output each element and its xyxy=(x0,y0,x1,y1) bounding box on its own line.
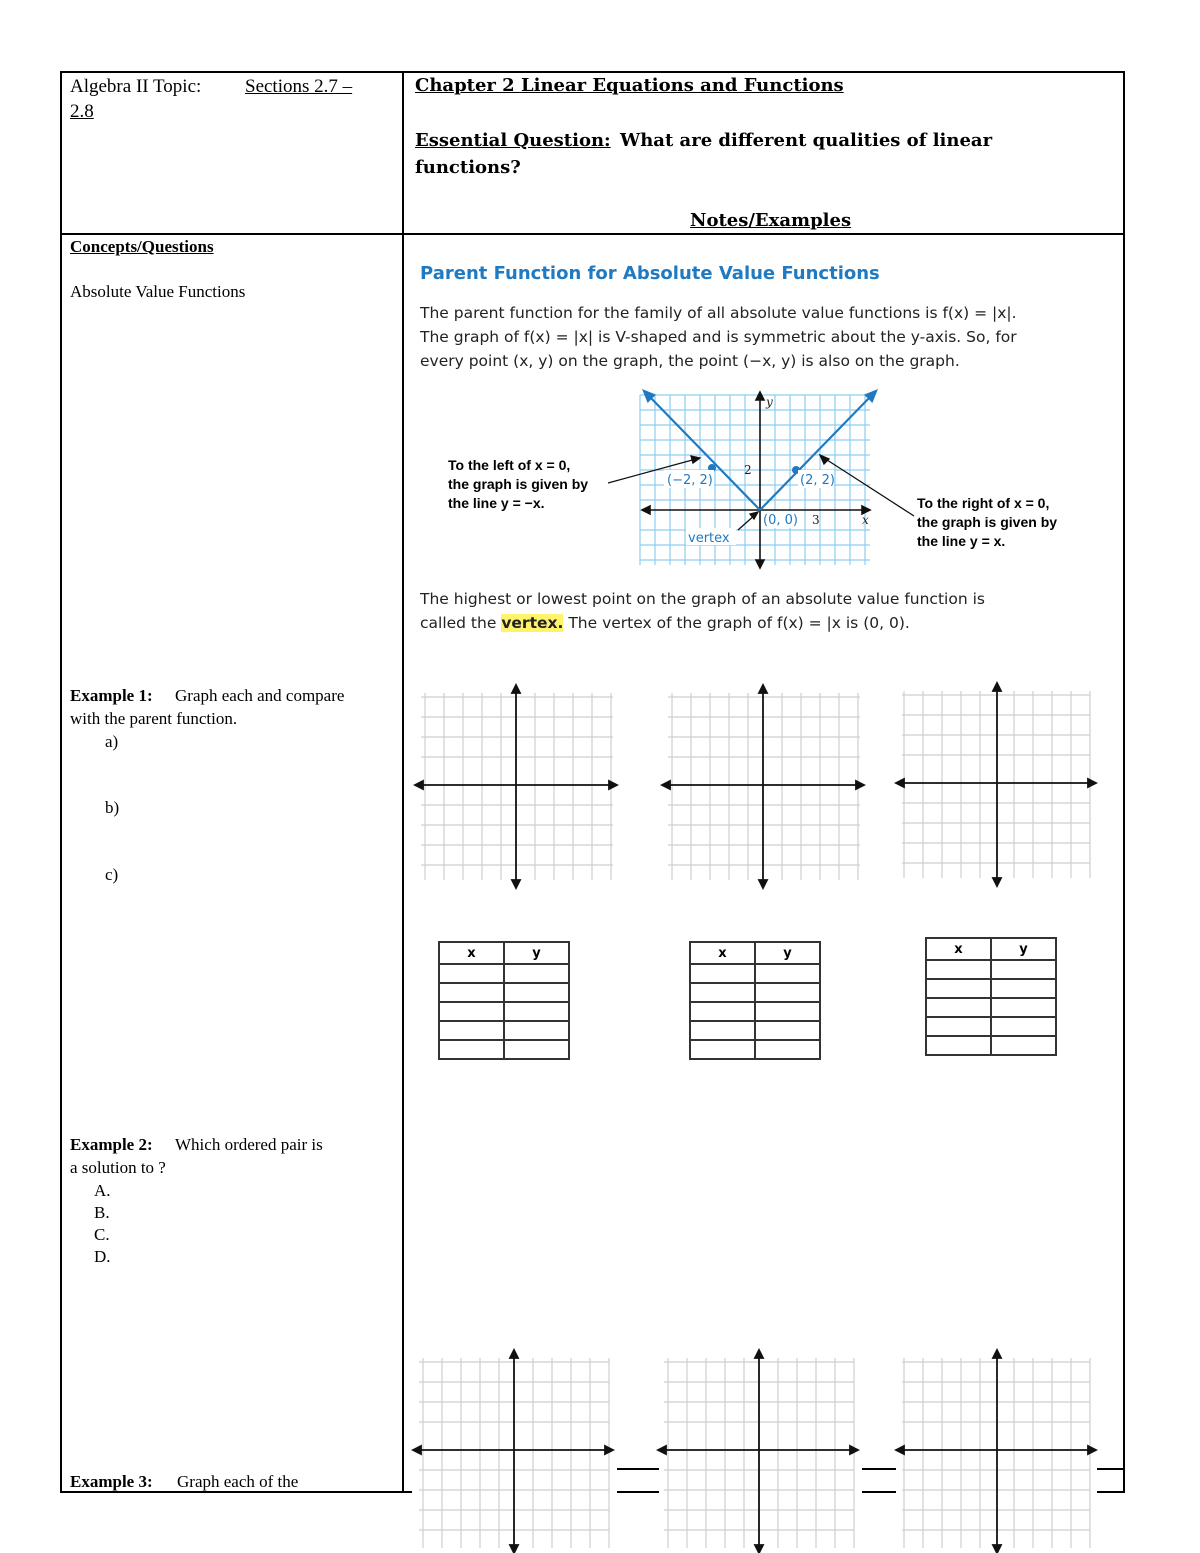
table-cell[interactable] xyxy=(439,1021,504,1040)
chapter-title: Chapter 2 Linear Equations and Functions xyxy=(415,75,844,96)
table-cell[interactable] xyxy=(690,983,755,1002)
frame-bottom-seg4 xyxy=(617,1468,659,1470)
blank-grid-6 xyxy=(896,1350,1096,1553)
table-cell[interactable] xyxy=(439,983,504,1002)
table-cell[interactable] xyxy=(690,1021,755,1040)
vertex-label: vertex xyxy=(688,531,730,546)
tick-label-3: 3 xyxy=(812,513,820,527)
table-cell[interactable] xyxy=(991,960,1056,979)
frame-bottom-seg1 xyxy=(617,1491,659,1493)
table-cell[interactable] xyxy=(439,1040,504,1059)
xy-table-1 xyxy=(438,941,570,1060)
table-cell[interactable] xyxy=(926,998,991,1017)
callout-arrows xyxy=(600,450,920,530)
example1-part-c: c) xyxy=(105,865,119,884)
table-cell[interactable] xyxy=(926,979,991,998)
table-header-y: y xyxy=(504,942,569,964)
table-cell[interactable] xyxy=(504,983,569,1002)
table-cell[interactable] xyxy=(755,1002,820,1021)
card-line-1: The parent function for the family of all absolute value functions is f(x) = |x|. xyxy=(420,304,1017,322)
topic-sections-1: Sections 2.7 – xyxy=(245,76,353,97)
left-note-1: To the left of x = 0, xyxy=(448,457,571,473)
point-right-label: (2, 2) xyxy=(800,473,835,488)
table-cell[interactable] xyxy=(439,1002,504,1021)
concepts-label: Concepts/Questions xyxy=(70,237,214,256)
example2-text-2: a solution to ? xyxy=(70,1158,166,1177)
example1-label: Example 1: xyxy=(70,686,153,705)
table-cell[interactable] xyxy=(504,1002,569,1021)
vertex-text-2-post: The vertex of the graph of f(x) = |x is (0, 0). xyxy=(563,614,910,632)
origin-label: (0, 0) xyxy=(763,513,798,528)
table-cell[interactable] xyxy=(926,1017,991,1036)
frame-left xyxy=(60,71,62,1493)
table-cell[interactable] xyxy=(991,979,1056,998)
table-cell[interactable] xyxy=(690,964,755,983)
left-note-2: the graph is given by xyxy=(448,476,589,492)
blank-grid-1 xyxy=(415,685,617,888)
table-cell[interactable] xyxy=(504,1040,569,1059)
blank-grid-5 xyxy=(658,1350,858,1553)
card-line-2: The graph of f(x) = |x| is V-shaped and is symmetric about the y-axis. So, for xyxy=(420,328,1017,346)
right-note-1: To the right of x = 0, xyxy=(917,495,1050,511)
table-cell[interactable] xyxy=(504,964,569,983)
essential-question-text-2: functions? xyxy=(415,157,521,178)
table-cell[interactable] xyxy=(690,1040,755,1059)
frame-bottom-seg3 xyxy=(1097,1491,1125,1493)
axis-label-x: x xyxy=(862,513,869,527)
essential-question-text: What are different qualities of linear xyxy=(620,130,993,151)
table-header-x: x xyxy=(926,938,991,960)
vertex-highlight: vertex. xyxy=(501,614,564,632)
topic-absolute-value: Absolute Value Functions xyxy=(70,282,246,301)
right-note-2: the graph is given by xyxy=(917,514,1058,530)
table-cell[interactable] xyxy=(991,998,1056,1017)
frame-bottom-seg2 xyxy=(862,1491,896,1493)
example2-choice-b: B. xyxy=(94,1203,110,1222)
frame-right xyxy=(1123,71,1125,1493)
card-line-3: every point (x, y) on the graph, the point (−x, y) is also on the graph. xyxy=(420,352,960,370)
table-cell[interactable] xyxy=(926,960,991,979)
table-cell[interactable] xyxy=(755,1021,820,1040)
frame-bottom-seg5 xyxy=(862,1468,896,1470)
table-cell[interactable] xyxy=(755,964,820,983)
table-header-y: y xyxy=(991,938,1056,960)
example2-choice-a: A. xyxy=(94,1181,111,1200)
point-left-label: (−2, 2) xyxy=(667,473,713,488)
blank-grid-3 xyxy=(896,683,1096,886)
example1-part-a: a) xyxy=(105,732,119,751)
example3-text: Graph each of the xyxy=(177,1472,299,1491)
blank-grid-4 xyxy=(413,1350,613,1553)
example1-text-2: with the parent function. xyxy=(70,709,238,728)
table-cell[interactable] xyxy=(926,1036,991,1055)
essential-question-label: Essential Question: xyxy=(415,130,611,151)
xy-table-2 xyxy=(689,941,821,1060)
frame-bottom-seg6 xyxy=(1097,1468,1125,1470)
tick-label-2: 2 xyxy=(744,463,752,477)
left-note-3: the line y = −x. xyxy=(448,495,545,511)
table-cell[interactable] xyxy=(504,1021,569,1040)
axis-label-y: y xyxy=(766,395,773,409)
example1-text: Graph each and compare xyxy=(175,686,345,705)
vertex-text-2 xyxy=(420,611,910,635)
blank-grid-2 xyxy=(662,685,864,888)
topic-label: Algebra II Topic: xyxy=(70,76,202,97)
example2-choice-c: C. xyxy=(94,1225,110,1244)
topic-sections-2: 2.8 xyxy=(70,101,94,122)
table-cell[interactable] xyxy=(991,1036,1056,1055)
example2-label: Example 2: xyxy=(70,1135,153,1154)
table-header-y: y xyxy=(755,942,820,964)
table-header-x: x xyxy=(690,942,755,964)
frame-divider xyxy=(402,71,404,1493)
xy-table-3 xyxy=(925,937,1057,1056)
frame-header-rule xyxy=(60,233,1125,235)
example2-choice-d: D. xyxy=(94,1247,111,1266)
table-cell[interactable] xyxy=(991,1017,1056,1036)
right-note-3: the line y = x. xyxy=(917,533,1006,549)
example1-part-b: b) xyxy=(105,798,120,817)
frame-top xyxy=(60,71,1125,73)
example3-label: Example 3: xyxy=(70,1472,153,1491)
table-cell[interactable] xyxy=(755,983,820,1002)
example2-text: Which ordered pair is xyxy=(175,1135,323,1154)
table-cell[interactable] xyxy=(439,964,504,983)
notes-label: Notes/Examples xyxy=(690,210,852,231)
vertex-text-2-pre: called the xyxy=(420,614,502,632)
card-title: Parent Function for Absolute Value Functions xyxy=(420,263,880,284)
vertex-text-1: The highest or lowest point on the graph of an absolute value function is xyxy=(420,590,985,608)
table-cell[interactable] xyxy=(690,1002,755,1021)
table-cell[interactable] xyxy=(755,1040,820,1059)
table-header-x: x xyxy=(439,942,504,964)
